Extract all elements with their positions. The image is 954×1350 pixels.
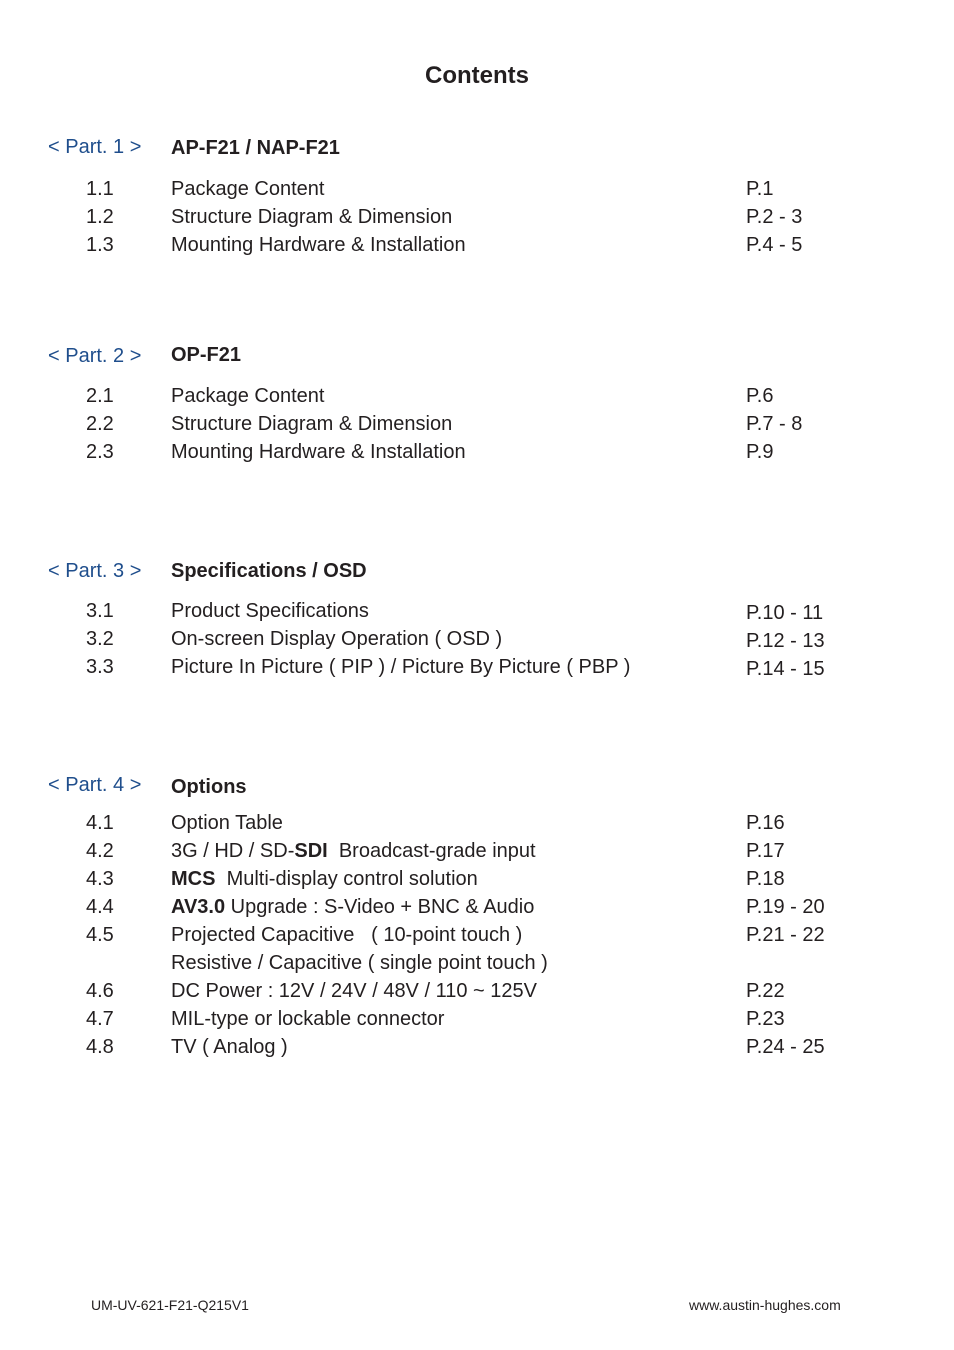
toc-number: 4.2 bbox=[86, 840, 114, 862]
toc-number: 2.3 bbox=[86, 441, 114, 463]
entry-text-suffix: Broadcast-grade input bbox=[327, 840, 536, 862]
toc-number: 4.4 bbox=[86, 896, 114, 918]
toc-number: 3.2 bbox=[86, 628, 114, 650]
toc-number: 4.6 bbox=[86, 980, 114, 1002]
part-1-label: < Part. 1 > bbox=[48, 136, 142, 158]
toc-page-ref: P.4 - 5 bbox=[746, 234, 803, 256]
entry-text-bold: AV3.0 bbox=[171, 896, 226, 918]
toc-entry-text bbox=[171, 896, 534, 919]
toc-page-ref: P.19 - 20 bbox=[746, 896, 825, 918]
toc-page-ref: P.18 bbox=[746, 868, 785, 890]
toc-page-ref: P.22 bbox=[746, 980, 785, 1002]
part-2-title: OP-F21 bbox=[171, 344, 242, 366]
toc-page-ref: P.17 bbox=[746, 840, 785, 862]
toc-page-ref: P.10 - 11 bbox=[746, 602, 824, 624]
toc-number: 4.7 bbox=[86, 1008, 114, 1030]
toc-number: 4.5 bbox=[86, 924, 114, 946]
toc-page-ref: P.24 - 25 bbox=[746, 1036, 825, 1058]
entry-text-suffix: Upgrade : S-Video + BNC & Audio bbox=[225, 896, 535, 918]
toc-entry-text: On-screen Display Operation ( OSD ) bbox=[171, 628, 503, 650]
part-4-label: < Part. 4 > bbox=[48, 774, 142, 796]
entry-text-suffix: Multi-display control solution bbox=[215, 868, 478, 890]
toc-page-ref: P.2 - 3 bbox=[746, 206, 803, 228]
toc-page-ref: P.6 bbox=[746, 385, 774, 407]
part-3-label: < Part. 3 > bbox=[48, 560, 142, 582]
toc-entry-text: Product Specifications bbox=[171, 600, 369, 622]
part-4-title: Options bbox=[171, 776, 247, 798]
toc-number: 4.3 bbox=[86, 868, 114, 890]
toc-page-ref: P.14 - 15 bbox=[746, 658, 825, 680]
toc-number: 3.3 bbox=[86, 656, 114, 678]
toc-number: 1.3 bbox=[86, 234, 114, 256]
toc-entry-text bbox=[171, 868, 478, 891]
toc-number: 1.1 bbox=[86, 178, 114, 200]
toc-number: 1.2 bbox=[86, 206, 114, 228]
toc-entry-text: Package Content bbox=[171, 385, 325, 407]
toc-page-ref: P.21 - 22 bbox=[746, 924, 825, 946]
toc-entry-text: Picture In Picture ( PIP ) / Picture By Picture ( PBP ) bbox=[171, 656, 631, 678]
part-1-title: AP-F21 / NAP-F21 bbox=[171, 137, 340, 159]
toc-page-ref: P.23 bbox=[746, 1008, 785, 1030]
toc-number: 2.2 bbox=[86, 413, 114, 435]
toc-entry-text: Resistive / Capacitive ( single point touch ) bbox=[171, 952, 548, 974]
toc-entry-text: DC Power : 12V / 24V / 48V / 110 ~ 125V bbox=[171, 980, 537, 1002]
footer-website[interactable]: www.austin-hughes.com bbox=[689, 1297, 841, 1313]
toc-page-ref: P.12 - 13 bbox=[746, 630, 825, 652]
toc-entry-text: TV ( Analog ) bbox=[171, 1036, 288, 1058]
part-2-label: < Part. 2 > bbox=[48, 345, 142, 367]
toc-entry-text: Mounting Hardware & Installation bbox=[171, 234, 466, 256]
toc-page-ref: P.16 bbox=[746, 812, 785, 834]
toc-entry-text: Structure Diagram & Dimension bbox=[171, 413, 453, 435]
toc-page-ref: P.9 bbox=[746, 441, 774, 463]
toc-entry-text: Structure Diagram & Dimension bbox=[171, 206, 453, 228]
entry-text-prefix: 3G / HD / SD- bbox=[171, 840, 295, 862]
toc-entry-text: Projected Capacitive ( 10-point touch ) bbox=[171, 924, 523, 946]
toc-entry-text bbox=[171, 840, 536, 863]
toc-entry-text: MIL-type or lockable connector bbox=[171, 1008, 445, 1030]
footer-document-code: UM-UV-621-F21-Q215V1 bbox=[91, 1297, 249, 1313]
toc-entry-text: Package Content bbox=[171, 178, 325, 200]
entry-text-bold: MCS bbox=[171, 868, 216, 890]
part-3-title: Specifications / OSD bbox=[171, 560, 367, 582]
toc-number: 4.1 bbox=[86, 812, 114, 834]
entry-text-bold: SDI bbox=[294, 840, 328, 862]
toc-number: 4.8 bbox=[86, 1036, 114, 1058]
toc-entry-text: Option Table bbox=[171, 812, 283, 834]
toc-number: 3.1 bbox=[86, 600, 114, 622]
toc-page-ref: P.1 bbox=[746, 178, 774, 200]
toc-entry-text: Mounting Hardware & Installation bbox=[171, 441, 466, 463]
toc-number: 2.1 bbox=[86, 385, 114, 407]
toc-page-ref: P.7 - 8 bbox=[746, 413, 803, 435]
page-title: Contents bbox=[425, 62, 529, 89]
